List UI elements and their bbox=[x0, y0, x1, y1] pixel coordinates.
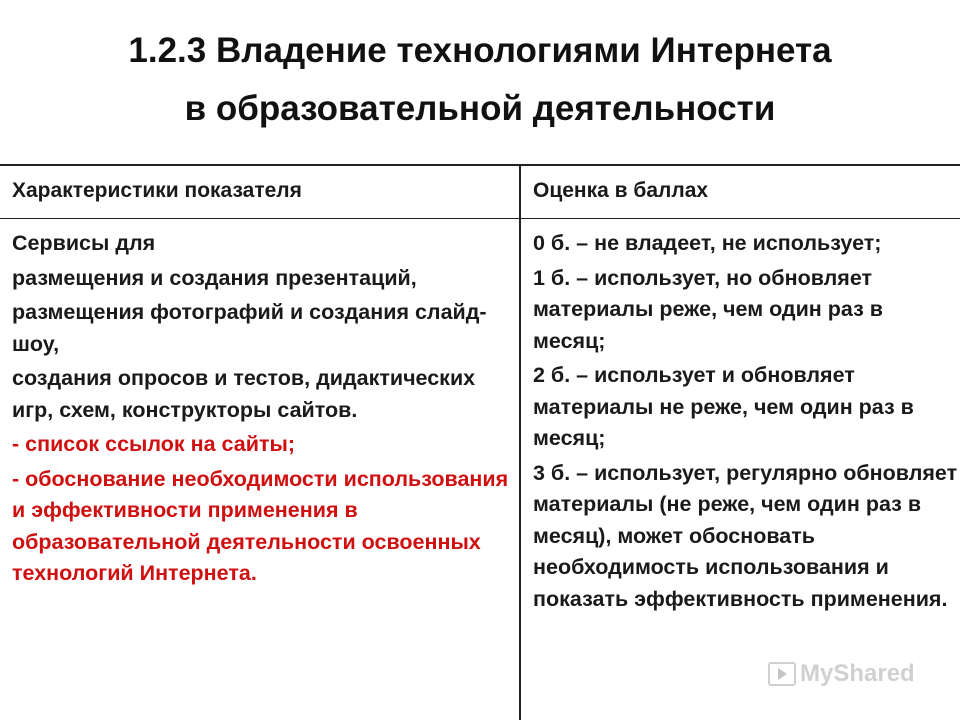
criteria-table bbox=[0, 164, 960, 720]
title-line-2: в образовательной деятельности bbox=[184, 89, 776, 128]
characteristic-item: размещения и создания презентаций, bbox=[12, 265, 417, 290]
title-line-1: 1.2.3 Владение технологиями Интернета bbox=[128, 31, 832, 70]
characteristic-item: создания опросов и тестов, дидактических игр, схем, конструкторы сайтов. bbox=[12, 366, 476, 422]
column-divider bbox=[519, 166, 521, 720]
characteristic-item: размещения фотографий и создания слайд-шоу, bbox=[12, 300, 487, 356]
score-cell bbox=[533, 228, 958, 618]
watermark-text: MyShared bbox=[800, 660, 915, 687]
score-level-0: 0 б. – не владеет, не использует; bbox=[533, 231, 882, 255]
characteristic-item-required: - обоснование необходимости использования и эффективности применения в образовательной деятельности освоенных технологий Интернета. bbox=[12, 466, 509, 585]
header-characteristics: Характеристики показателя bbox=[12, 179, 302, 202]
characteristics-cell bbox=[12, 228, 512, 593]
characteristic-item: Сервисы для bbox=[12, 231, 156, 255]
score-level-3: 3 б. – использует, регулярно обновляет материалы (не реже, чем один раз в месяц), может обосновать необходимость использования и показать эффективность применения. bbox=[533, 460, 958, 611]
page-title bbox=[0, 22, 960, 138]
score-level-2: 2 б. – использует и обновляет материалы не реже, чем один раз в месяц; bbox=[533, 363, 914, 450]
header-score: Оценка в баллах bbox=[533, 179, 709, 202]
score-level-1: 1 б. – использует, но обновляет материалы реже, чем один раз в месяц; bbox=[533, 265, 883, 353]
play-icon bbox=[768, 662, 796, 686]
header-divider bbox=[0, 218, 960, 219]
watermark bbox=[768, 660, 915, 688]
characteristic-item-required: - список ссылок на сайты; bbox=[12, 432, 295, 456]
